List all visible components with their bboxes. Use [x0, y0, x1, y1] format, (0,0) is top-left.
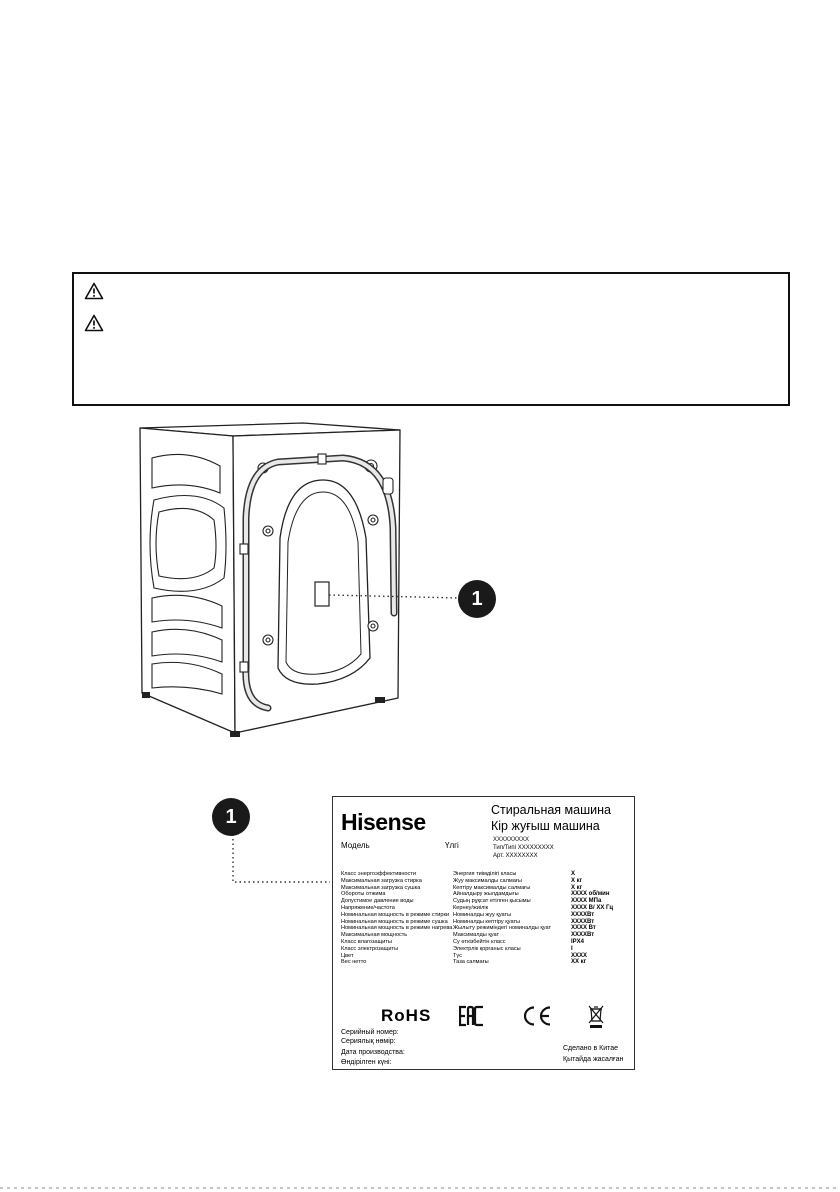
- spec-row: [341, 925, 631, 932]
- spec-kz: Жылыту режиміндегі номиналды қуат: [453, 925, 552, 932]
- spec-kz: Түс: [453, 952, 463, 959]
- spec-ru: Обороты отжима: [341, 891, 386, 898]
- spec-kz: Энергия тиімділігі класы: [453, 871, 517, 877]
- art-label: Арт.: [493, 853, 504, 859]
- crossed-bin-icon: [587, 1003, 605, 1029]
- spec-value: X кг: [571, 877, 583, 884]
- spec-value: X: [571, 871, 576, 877]
- spec-kz: Судың рұқсат етілген қысымы: [453, 898, 531, 905]
- spec-value: XXXXВт: [571, 932, 595, 939]
- spec-value: XXXX: [571, 952, 588, 959]
- spec-value: XXXX Вт: [571, 925, 596, 932]
- spec-value: XXXX об/мин: [571, 891, 610, 898]
- spec-ru: Максимальная загрузка стирка: [341, 877, 422, 884]
- spec-row: [341, 878, 631, 885]
- spec-ru: Максимальная загрузка сушка: [341, 884, 421, 891]
- page-edge-line: [0, 1186, 840, 1190]
- type-value: XXXXXXXXX: [517, 845, 554, 851]
- model-label-ru: Модель: [341, 841, 370, 850]
- spec-value: X кг: [571, 884, 583, 891]
- eac-mark-icon: [459, 1005, 485, 1027]
- spec-ru: Вес нетто: [341, 959, 367, 966]
- spec-ru: Максимальная мощность: [341, 932, 408, 939]
- spec-value: XXXXВт: [571, 918, 595, 925]
- origin-ru: Сделано в Китае: [563, 1045, 619, 1052]
- spec-row: [341, 946, 631, 953]
- spec-ru: Цвет: [341, 952, 354, 959]
- spec-row: [341, 932, 631, 939]
- spec-kz: Айналдыру жылдамдығы: [453, 891, 519, 898]
- spec-row: [341, 905, 631, 912]
- serial-label-ru: Серийный номер:: [341, 1029, 399, 1036]
- serial-label-kz: Сериялық нөмір:: [341, 1038, 396, 1045]
- type-label: Тип/Типі: [493, 845, 517, 851]
- spec-kz: Жуу максималды салмағы: [453, 877, 522, 884]
- ce-mark-icon: [521, 1005, 553, 1027]
- type-row: [493, 844, 554, 852]
- spec-value: XXXX В/ XX Гц: [571, 904, 614, 911]
- spec-ru: Класс влагозащиты: [341, 938, 392, 945]
- spec-value: XXXX МПа: [571, 898, 602, 905]
- model-value: XXXXXXXXX: [493, 837, 530, 843]
- spec-row: [341, 898, 631, 905]
- origin-kz: Қытайда жасалған: [563, 1056, 624, 1063]
- spec-ru: Номинальная мощность в режиме сушка: [341, 918, 448, 925]
- spec-value: IPX4: [571, 938, 585, 945]
- model-label-kz: Үлгі: [445, 841, 459, 850]
- spec-kz: Максималды қуат: [453, 932, 500, 939]
- spec-row: [341, 891, 631, 898]
- product-name-kz: Кір жуғыш машина: [491, 819, 600, 833]
- spec-row: [341, 959, 631, 966]
- spec-kz: Су өткізбейтін класс: [453, 938, 506, 945]
- spec-ru: Напряжение/частота: [341, 904, 395, 911]
- art-value: XXXXXXXX: [505, 853, 538, 859]
- spec-value: I: [571, 945, 573, 952]
- spec-row: [341, 939, 631, 946]
- art-row: [493, 852, 554, 860]
- spec-ru: Класс энергоэффективности: [341, 871, 416, 877]
- callout-1-plate: 1: [212, 798, 250, 836]
- spec-row: [341, 912, 631, 919]
- spec-kz: Электрлік қорғаныс класы: [453, 945, 521, 952]
- spec-kz: Номиналды кептіру қуаты: [453, 918, 521, 925]
- spec-kz: Кептіру максималды салмағы: [453, 884, 531, 891]
- product-name-ru: Стиральная машина: [491, 803, 611, 817]
- date-label-ru: Дата производства:: [341, 1049, 405, 1056]
- spec-value: XXXXВт: [571, 911, 595, 918]
- spec-kz: Кернеу/жиілік: [453, 904, 489, 911]
- spec-table: [341, 871, 631, 966]
- rating-plate: [332, 796, 635, 1070]
- spec-ru: Номинальная мощность в режиме стирки: [341, 911, 450, 918]
- spec-kz: Номиналды жуу қуаты: [453, 911, 512, 918]
- spec-value: XX кг: [571, 959, 587, 966]
- spec-ru: Класс электрозащиты: [341, 945, 399, 952]
- certification-logos: [341, 1003, 631, 1029]
- spec-row: [341, 871, 631, 878]
- spec-ru: Номинальная мощность в режиме нагрева: [341, 925, 453, 932]
- date-label-kz: Өндірілген күні:: [341, 1059, 392, 1066]
- model-values: [493, 836, 554, 860]
- brand-logo: Hisense: [341, 809, 426, 835]
- spec-kz: Таза салмағы: [453, 959, 489, 966]
- spec-ru: Допустимое давление воды: [341, 898, 414, 905]
- callout-1-machine: 1: [458, 580, 496, 618]
- spec-row: [341, 919, 631, 926]
- spec-row: [341, 953, 631, 960]
- rohs-logo: RoHS: [381, 1006, 432, 1025]
